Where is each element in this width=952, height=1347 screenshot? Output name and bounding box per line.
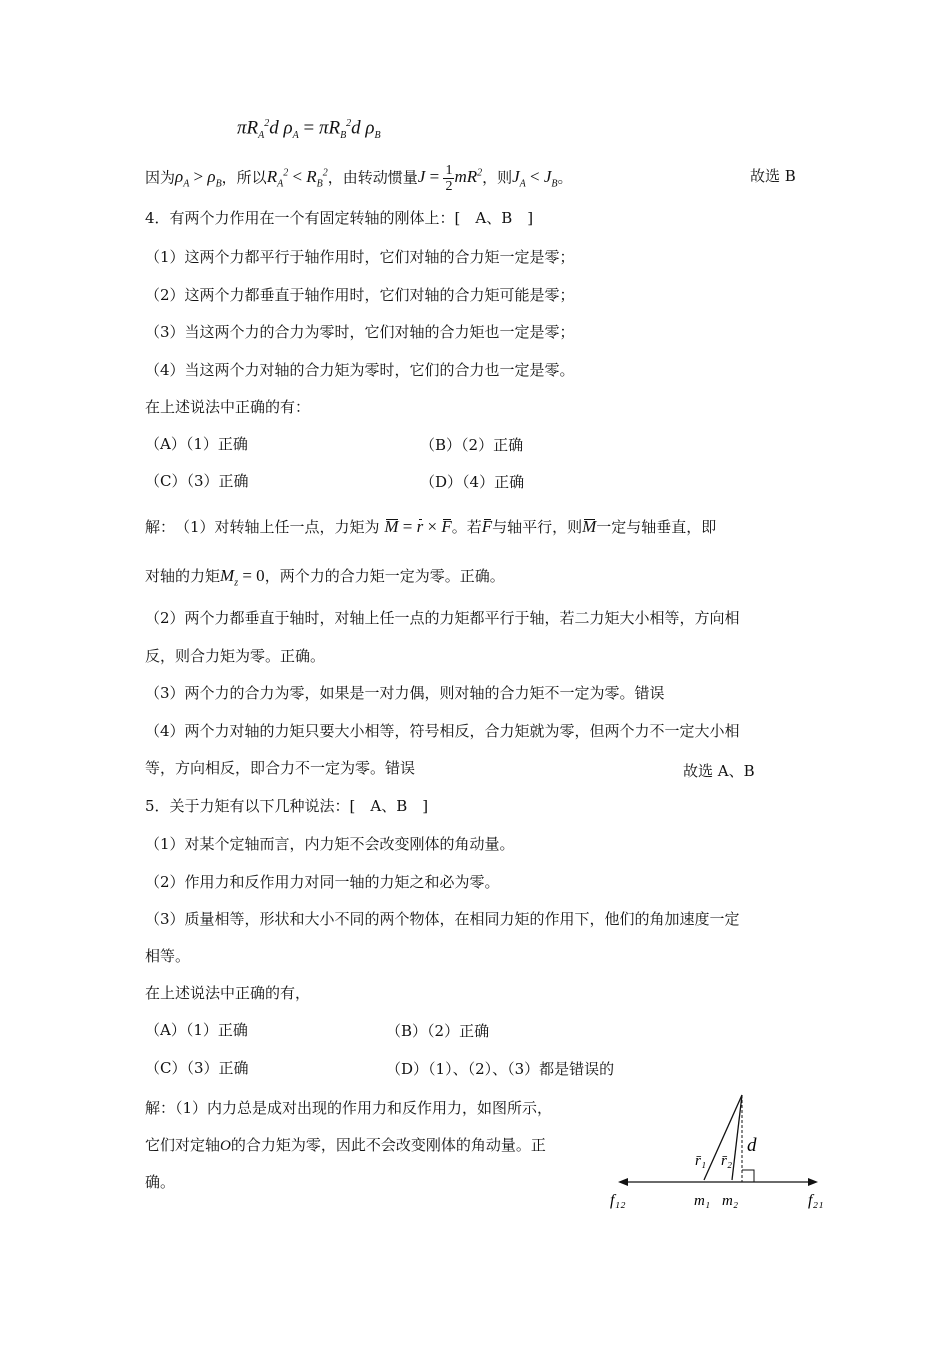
text-moment-of-inertia: ，由转动惯量 <box>327 168 418 187</box>
q4-item-4: （4）当这两个力对轴的合力矩为零时，它们的合力也一定是零。 <box>145 361 575 379</box>
q4-solution-2b: 反，则合力矩为零。正确。 <box>145 647 326 665</box>
q5-item-2: （2）作用力和反作用力对同一轴的力矩之和必为零。 <box>145 873 500 891</box>
inequality-j: $J_A < J_B$ <box>512 167 558 190</box>
q4-option-c: （C）（3）正确 <box>145 472 249 490</box>
text-torque-sum-zero: 的合力矩为零，因此不会改变刚体的角动量。正 <box>230 1136 546 1154</box>
text-parallel: 与轴平行，则 <box>492 518 583 536</box>
force-pair-diagram <box>600 1085 840 1220</box>
q5-solution-c: 确。 <box>145 1173 176 1191</box>
label-r2: r̄₂ <box>721 1153 733 1169</box>
q4-solution-4b: 等，方向相反，即合力不一定为零。错误 <box>145 759 416 777</box>
q4-item-3: （3）当这两个力的合力为零时，它们对轴的合力矩也一定是零； <box>145 323 575 341</box>
formula-moment-of-inertia: J = $\frac{1}{2}$ $mR^2$ <box>417 163 483 194</box>
text-if: 。若 <box>451 518 482 536</box>
q5-option-c: （C）（3）正确 <box>145 1059 249 1077</box>
label-f21: f₂₁ <box>808 1192 824 1209</box>
answer-conclusion-prev: 故选 B <box>750 167 796 185</box>
q5-stem: 5．关于力矩有以下几种说法：[ A、B ] <box>145 797 429 815</box>
label-r1: r̄₁ <box>695 1153 707 1169</box>
q5-item-1: （1）对某个定轴而言，内力矩不会改变刚体的角动量。 <box>145 835 515 853</box>
q4-solution-1a <box>145 517 716 537</box>
inequality-radius: $R_A^2 < R_B^2$ <box>266 167 328 190</box>
q5-item-3a: （3）质量相等，形状和大小不同的两个物体，在相同力矩的作用下，他们的角加速度一定 <box>145 910 740 928</box>
symbol-torque-vector: M <box>582 517 597 536</box>
q5-solution-b <box>145 1135 546 1156</box>
symbol-force-vector: F <box>481 517 493 536</box>
label-f12: f₁₂ <box>610 1192 626 1209</box>
q4-solution-3: （3）两个力的合力为零，如果是一对力偶，则对轴的合力矩不一定为零。错误 <box>145 684 665 702</box>
formula-mz-zero: $M_z = 0$ <box>220 566 265 589</box>
text-torque-zero: ，两个力的合力矩一定为零。正确。 <box>264 567 505 585</box>
q4-option-b: （B）（2）正确 <box>420 436 524 454</box>
q4-solution-4a: （4）两个力对轴的力矩只要大小相等，符号相反，合力矩就为零，但两个力不一定大小相 <box>145 722 740 740</box>
q4-item-2: （2）这两个力都垂直于轴作用时，它们对轴的合力矩可能是零； <box>145 286 575 304</box>
text-then: ，则 <box>482 168 513 187</box>
equation-mass-equality: $\pi R_A^2d$ $\rho_A = \pi R_B^2d$ $\rho_B$ <box>237 117 381 142</box>
reasoning-line <box>145 163 573 195</box>
q4-stem: 4．有两个力作用在一个有固定转轴的刚体上：[ A、B ] <box>145 209 534 227</box>
q5-option-b: （B）（2）正确 <box>386 1022 490 1040</box>
label-d: d <box>747 1135 757 1156</box>
text-perpendicular: 一定与轴垂直，即 <box>596 518 717 536</box>
symbol-axis-o: O <box>220 1138 231 1154</box>
right-angle-marker <box>742 1170 754 1182</box>
q5-item-3b: 相等。 <box>145 947 191 965</box>
q4-prompt: 在上述说法中正确的有： <box>145 398 311 416</box>
formula-torque-vector: M = r × F <box>384 517 452 536</box>
label-m2: m₂ <box>722 1193 739 1209</box>
label-m1: m₁ <box>694 1193 711 1209</box>
text-period: 。 <box>557 168 573 187</box>
arrow-left-icon <box>618 1178 628 1186</box>
text-solution-intro: 解： （1）对转轴上任一点，力矩为 <box>145 518 380 536</box>
q4-conclusion: 故选 A、B <box>683 762 755 780</box>
text-because: 因为 <box>145 168 176 187</box>
text-so: ，所以 <box>221 168 267 187</box>
text-fixed-axis: 它们对定轴 <box>145 1136 221 1154</box>
text-torque-about-axis: 对轴的力矩 <box>145 567 221 585</box>
q5-prompt: 在上述说法中正确的有， <box>145 984 311 1002</box>
q4-option-d: （D）（4）正确 <box>420 473 525 491</box>
q4-item-1: （1）这两个力都平行于轴作用时，它们对轴的合力矩一定是零； <box>145 248 575 266</box>
q5-option-a: （A）（1）正确 <box>145 1021 248 1039</box>
arrow-right-icon <box>808 1178 818 1186</box>
q4-solution-2a: （2）两个力都垂直于轴时，对轴上任一点的力矩都平行于轴，若二力矩大小相等，方向相 <box>145 609 740 627</box>
inequality-rho: $\rho_A > \rho_B$ <box>175 167 222 190</box>
q4-solution-1b <box>145 566 505 593</box>
q4-option-a: （A）（1）正确 <box>145 435 248 453</box>
q5-option-d: （D）（1）、（2）、（3）都是错误的 <box>386 1060 615 1078</box>
q5-solution-a: 解：（1）内力总是成对出现的作用力和反作用力，如图所示， <box>145 1099 553 1117</box>
